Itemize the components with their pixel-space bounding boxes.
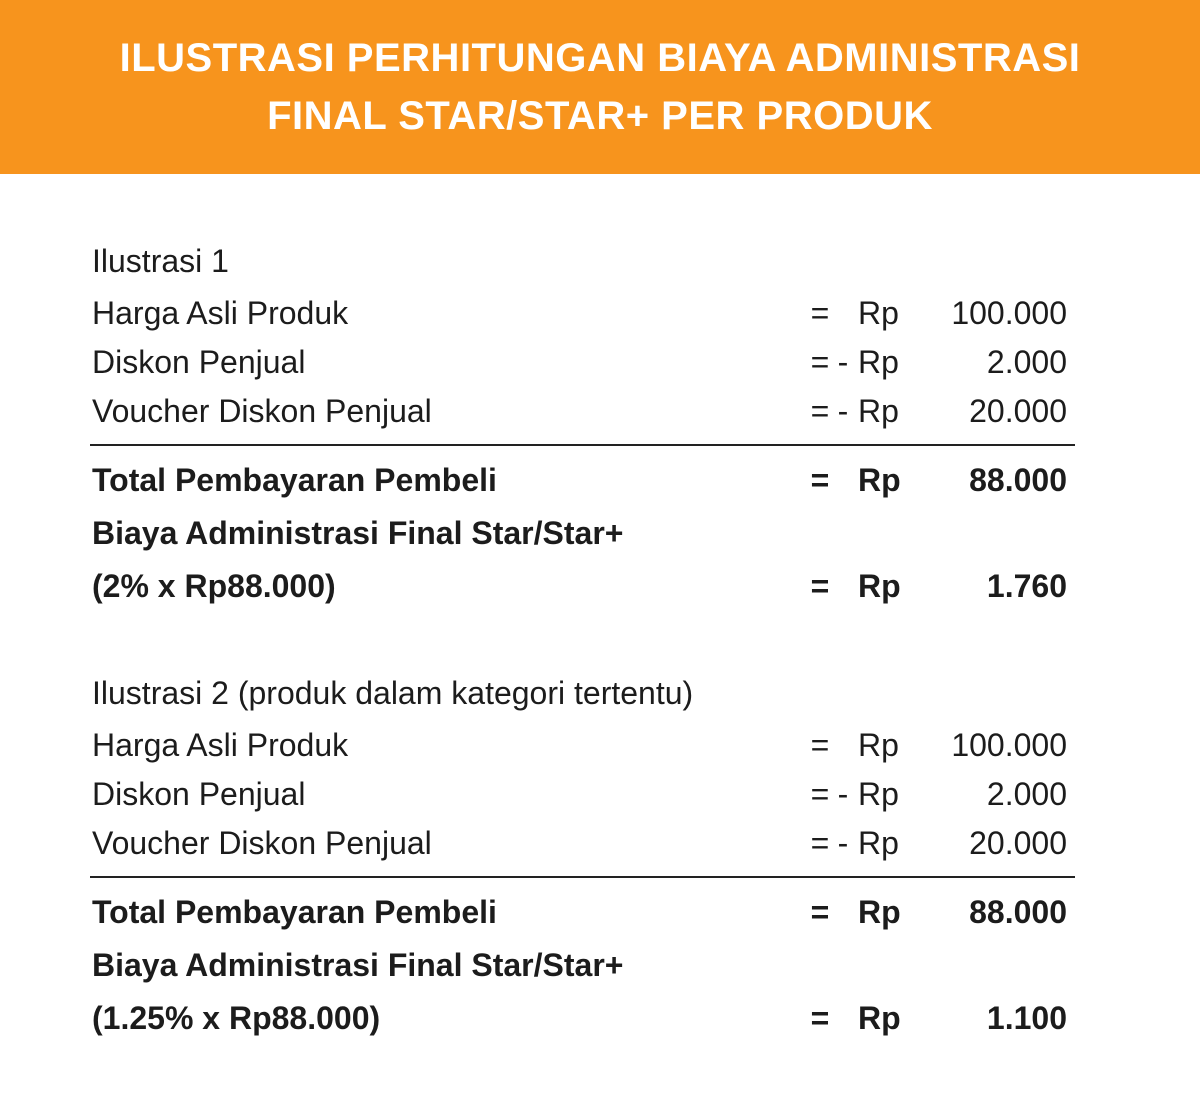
equals-sign: = [810, 825, 830, 861]
row-label: Voucher Diskon Penjual [92, 393, 432, 429]
equals-sign: = [810, 568, 830, 604]
amount-value: 88.000 [969, 894, 1067, 930]
equals-sign: = [810, 727, 830, 763]
amount-value: 2.000 [986, 776, 1067, 812]
illustration-1-title: Ilustrasi 1 [92, 243, 229, 279]
currency-label: Rp [858, 344, 899, 380]
currency-label: Rp [858, 462, 901, 498]
currency-label: Rp [858, 295, 899, 331]
equals-sign: = [810, 295, 830, 331]
illustration-2 [90, 0, 1075, 1109]
divider-line [90, 876, 1075, 878]
currency-label: Rp [858, 568, 901, 604]
currency-label: Rp [858, 1000, 901, 1036]
equals-sign: = [810, 776, 830, 812]
row-label: Voucher Diskon Penjual [92, 825, 432, 861]
header-title-line-1: ILUSTRASI PERHITUNGAN BIAYA ADMINISTRASI [119, 36, 1081, 80]
row-label: Total Pembayaran Pembeli [92, 894, 497, 930]
row-label: Diskon Penjual [92, 344, 306, 380]
equals-sign: = [810, 1000, 830, 1036]
row-voucher-diskon-penjual [90, 823, 1075, 863]
amount-value: 100.000 [951, 295, 1067, 331]
row-harga-asli-produk [90, 725, 1075, 765]
amount-value: 1.100 [986, 1000, 1067, 1036]
row-biaya-administrasi [90, 998, 1075, 1038]
amount-value: 1.760 [986, 568, 1067, 604]
row-label: Biaya Administrasi Final Star/Star+ [92, 515, 624, 551]
illustration-2-title: Ilustrasi 2 (produk dalam kategori tertentu) [92, 675, 694, 711]
row-label: Harga Asli Produk [92, 727, 349, 763]
row-total-pembayaran [90, 892, 1075, 932]
equals-sign: = [810, 462, 830, 498]
equals-sign: = [810, 344, 830, 380]
row-label: Biaya Administrasi Final Star/Star+ [92, 947, 624, 983]
amount-value: 20.000 [969, 825, 1067, 861]
row-biaya-administrasi-label [90, 945, 1075, 985]
equals-sign: = [810, 393, 830, 429]
fee-formula: (2% x Rp88.000) [92, 568, 336, 604]
fee-formula: (1.25% x Rp88.000) [92, 1000, 381, 1036]
amount-value: 20.000 [969, 393, 1067, 429]
currency-label: Rp [858, 894, 901, 930]
row-diskon-penjual [90, 774, 1075, 814]
row-label: Diskon Penjual [92, 776, 306, 812]
currency-label: Rp [858, 393, 899, 429]
currency-label: Rp [858, 727, 899, 763]
amount-value: 2.000 [986, 344, 1067, 380]
amount-value: 100.000 [951, 727, 1067, 763]
minus-sign: - [837, 776, 849, 812]
amount-value: 88.000 [969, 462, 1067, 498]
equals-sign: = [810, 894, 830, 930]
row-label: Harga Asli Produk [92, 295, 349, 331]
header-title-line-2: FINAL STAR/STAR+ PER PRODUK [267, 94, 933, 138]
row-label: Total Pembayaran Pembeli [92, 462, 497, 498]
minus-sign: - [837, 825, 849, 861]
minus-sign: - [837, 393, 849, 429]
minus-sign: - [837, 344, 849, 380]
currency-label: Rp [858, 776, 899, 812]
currency-label: Rp [858, 825, 899, 861]
